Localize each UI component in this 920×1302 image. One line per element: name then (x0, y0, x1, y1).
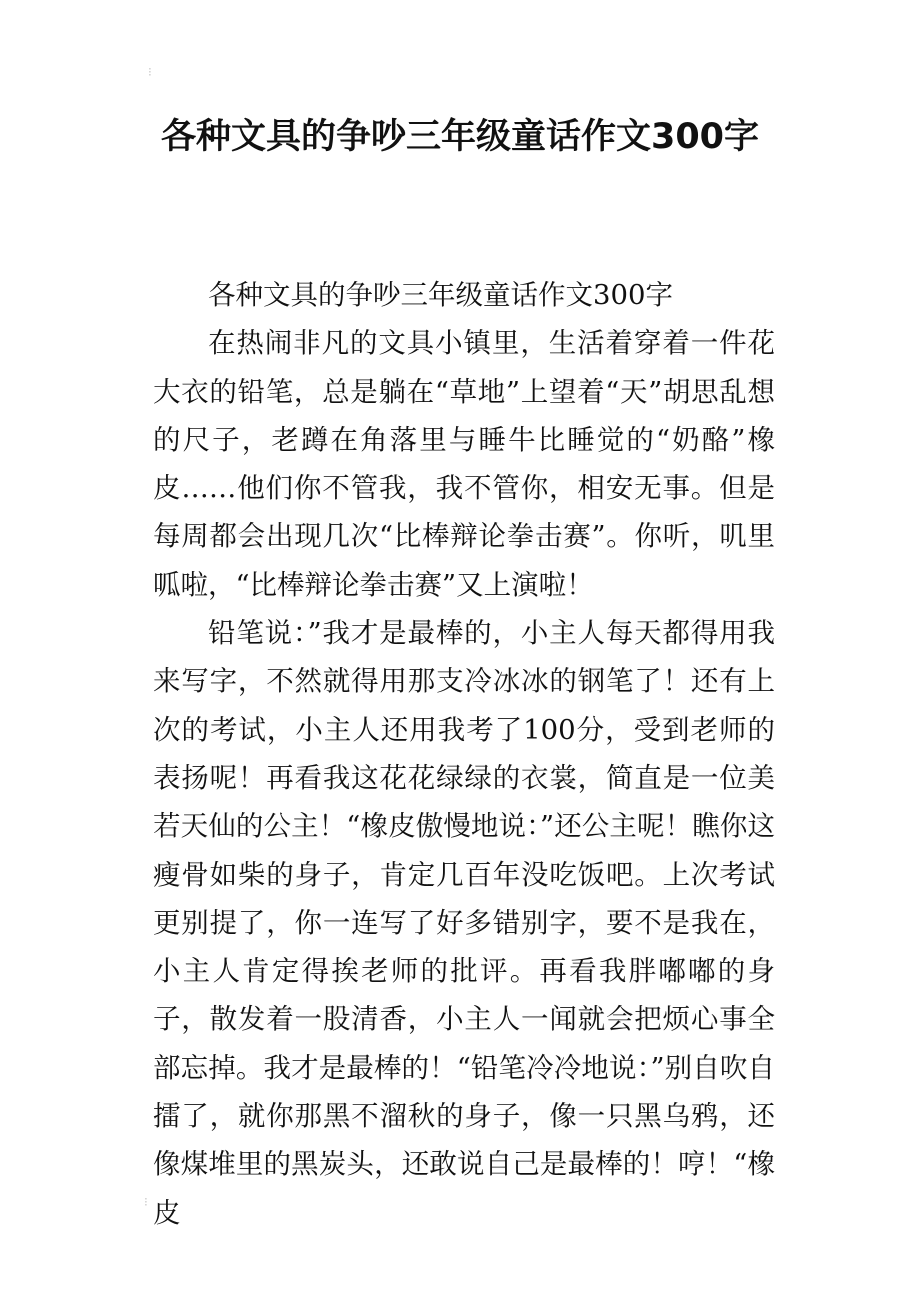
paragraph-dialogue: 铅笔说：”我才是最棒的，小主人每天都得用我来写字，不然就得用那支冷冰冰的钢笔了！还有上次的考试，小主人还用我考了100分，受到老师的表扬呢！再看我这花花绿绿的衣裳，简直是一位美若天仙的公主！“橡皮傲慢地说：”还公主呢！瞧你这瘦骨如柴的身子，肯定几百年没吃饭吧。上次考试更别提了，你一连写了好多错别字，要不是我在，小主人肯定得挨老师的批评。再看我胖嘟嘟的身子，散发着一股清香，小主人一闻就会把烦心事全部忘掉。我才是最棒的！“铅笔冷冷地说：”别自吹自擂了，就你那黑不溜秋的身子，像一只黑乌鸦，还像煤堆里的黑炭头，还敢说自己是最棒的！哼！“橡皮 (153, 617, 775, 1229)
paragraph-heading: 各种文具的争吵三年级童话作文300字 (208, 279, 673, 311)
paragraph-intro: 在热闹非凡的文具小镇里，生活着穿着一件花大衣的铅笔，总是躺在“草地”上望着“天”胡思乱想的尺子，老蹲在角落里与睡牛比睡觉的“奶酪”橡皮……他们你不管我，我不管你，相安无事。但是每周都会出现几次“比棒辩论拳击赛”。你听，叽里呱啦，“比棒辩论拳击赛”又上演啦！ (153, 327, 775, 601)
corner-crop-mark-bottom: ⁝ (144, 1195, 148, 1209)
document-body (153, 271, 775, 1237)
document-title: 各种文具的争吵三年级童话作文300字 (160, 117, 760, 157)
corner-crop-mark-top: ⁝ (148, 65, 152, 79)
